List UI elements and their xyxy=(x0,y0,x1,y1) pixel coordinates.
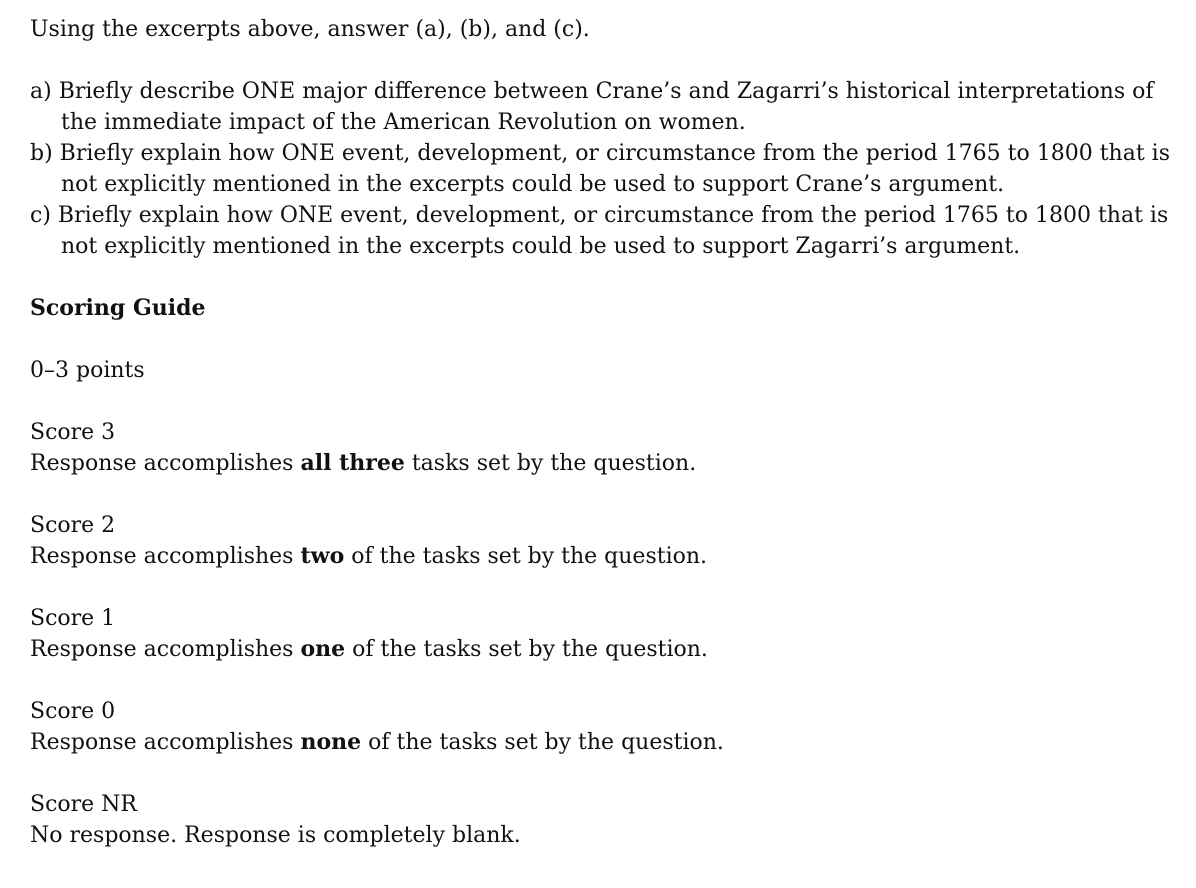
spacer xyxy=(30,262,1180,293)
score-description xyxy=(30,727,1180,758)
score-prefix: Response accomplishes xyxy=(30,451,301,476)
score-emphasis: all three xyxy=(300,450,405,476)
points-range: 0–3 points xyxy=(30,358,145,383)
question-list xyxy=(30,76,1180,262)
spacer xyxy=(30,479,1180,510)
score-description xyxy=(30,820,1180,851)
score-title: Score 0 xyxy=(30,699,116,724)
question-c: c) Briefly explain how ONE event, development, or circumstance from the period 1765 to 1800 that is not explicitly mentioned in the excerpts could be used to support Zagarri’s argument. xyxy=(30,203,1169,259)
score-suffix: of the tasks set by the question. xyxy=(345,637,708,662)
score-block-3 xyxy=(30,417,1180,479)
score-suffix: tasks set by the question. xyxy=(404,451,697,476)
score-prefix: No response. Response is completely blank. xyxy=(30,823,521,848)
spacer xyxy=(30,572,1180,603)
score-block-1 xyxy=(30,603,1180,665)
score-prefix: Response accomplishes xyxy=(30,730,301,755)
question-b: b) Briefly explain how ONE event, development, or circumstance from the period 1765 to 1800 that is not explicitly mentioned in the excerpts could be used to support Crane’s argument. xyxy=(30,141,1171,197)
score-prefix: Response accomplishes xyxy=(30,637,301,662)
score-description xyxy=(30,634,1180,665)
score-block-nr xyxy=(30,789,1180,851)
score-suffix: of the tasks set by the question. xyxy=(344,544,708,569)
spacer xyxy=(30,758,1180,789)
score-title: Score 1 xyxy=(30,606,116,631)
score-block-0 xyxy=(30,696,1180,758)
score-description xyxy=(30,541,1180,572)
score-emphasis: one xyxy=(300,636,346,662)
question-a: a) Briefly describe ONE major difference between Crane’s and Zagarri’s historical interpretations of the immediate impact of the American Revolution on women. xyxy=(30,79,1154,135)
spacer xyxy=(30,665,1180,696)
score-emphasis: two xyxy=(300,543,345,569)
spacer xyxy=(30,45,1180,76)
spacer xyxy=(30,324,1180,355)
score-prefix: Response accomplishes xyxy=(30,544,301,569)
score-suffix: of the tasks set by the question. xyxy=(361,730,724,755)
score-block-2 xyxy=(30,510,1180,572)
score-title: Score 2 xyxy=(30,513,116,538)
intro-text: Using the excerpts above, answer (a), (b), and (c). xyxy=(30,17,590,42)
spacer xyxy=(30,386,1180,417)
scoring-guide-heading: Scoring Guide xyxy=(30,295,206,321)
score-description xyxy=(30,448,1180,479)
score-title: Score NR xyxy=(30,792,137,817)
score-title: Score 3 xyxy=(30,420,116,445)
score-emphasis: none xyxy=(300,729,362,755)
